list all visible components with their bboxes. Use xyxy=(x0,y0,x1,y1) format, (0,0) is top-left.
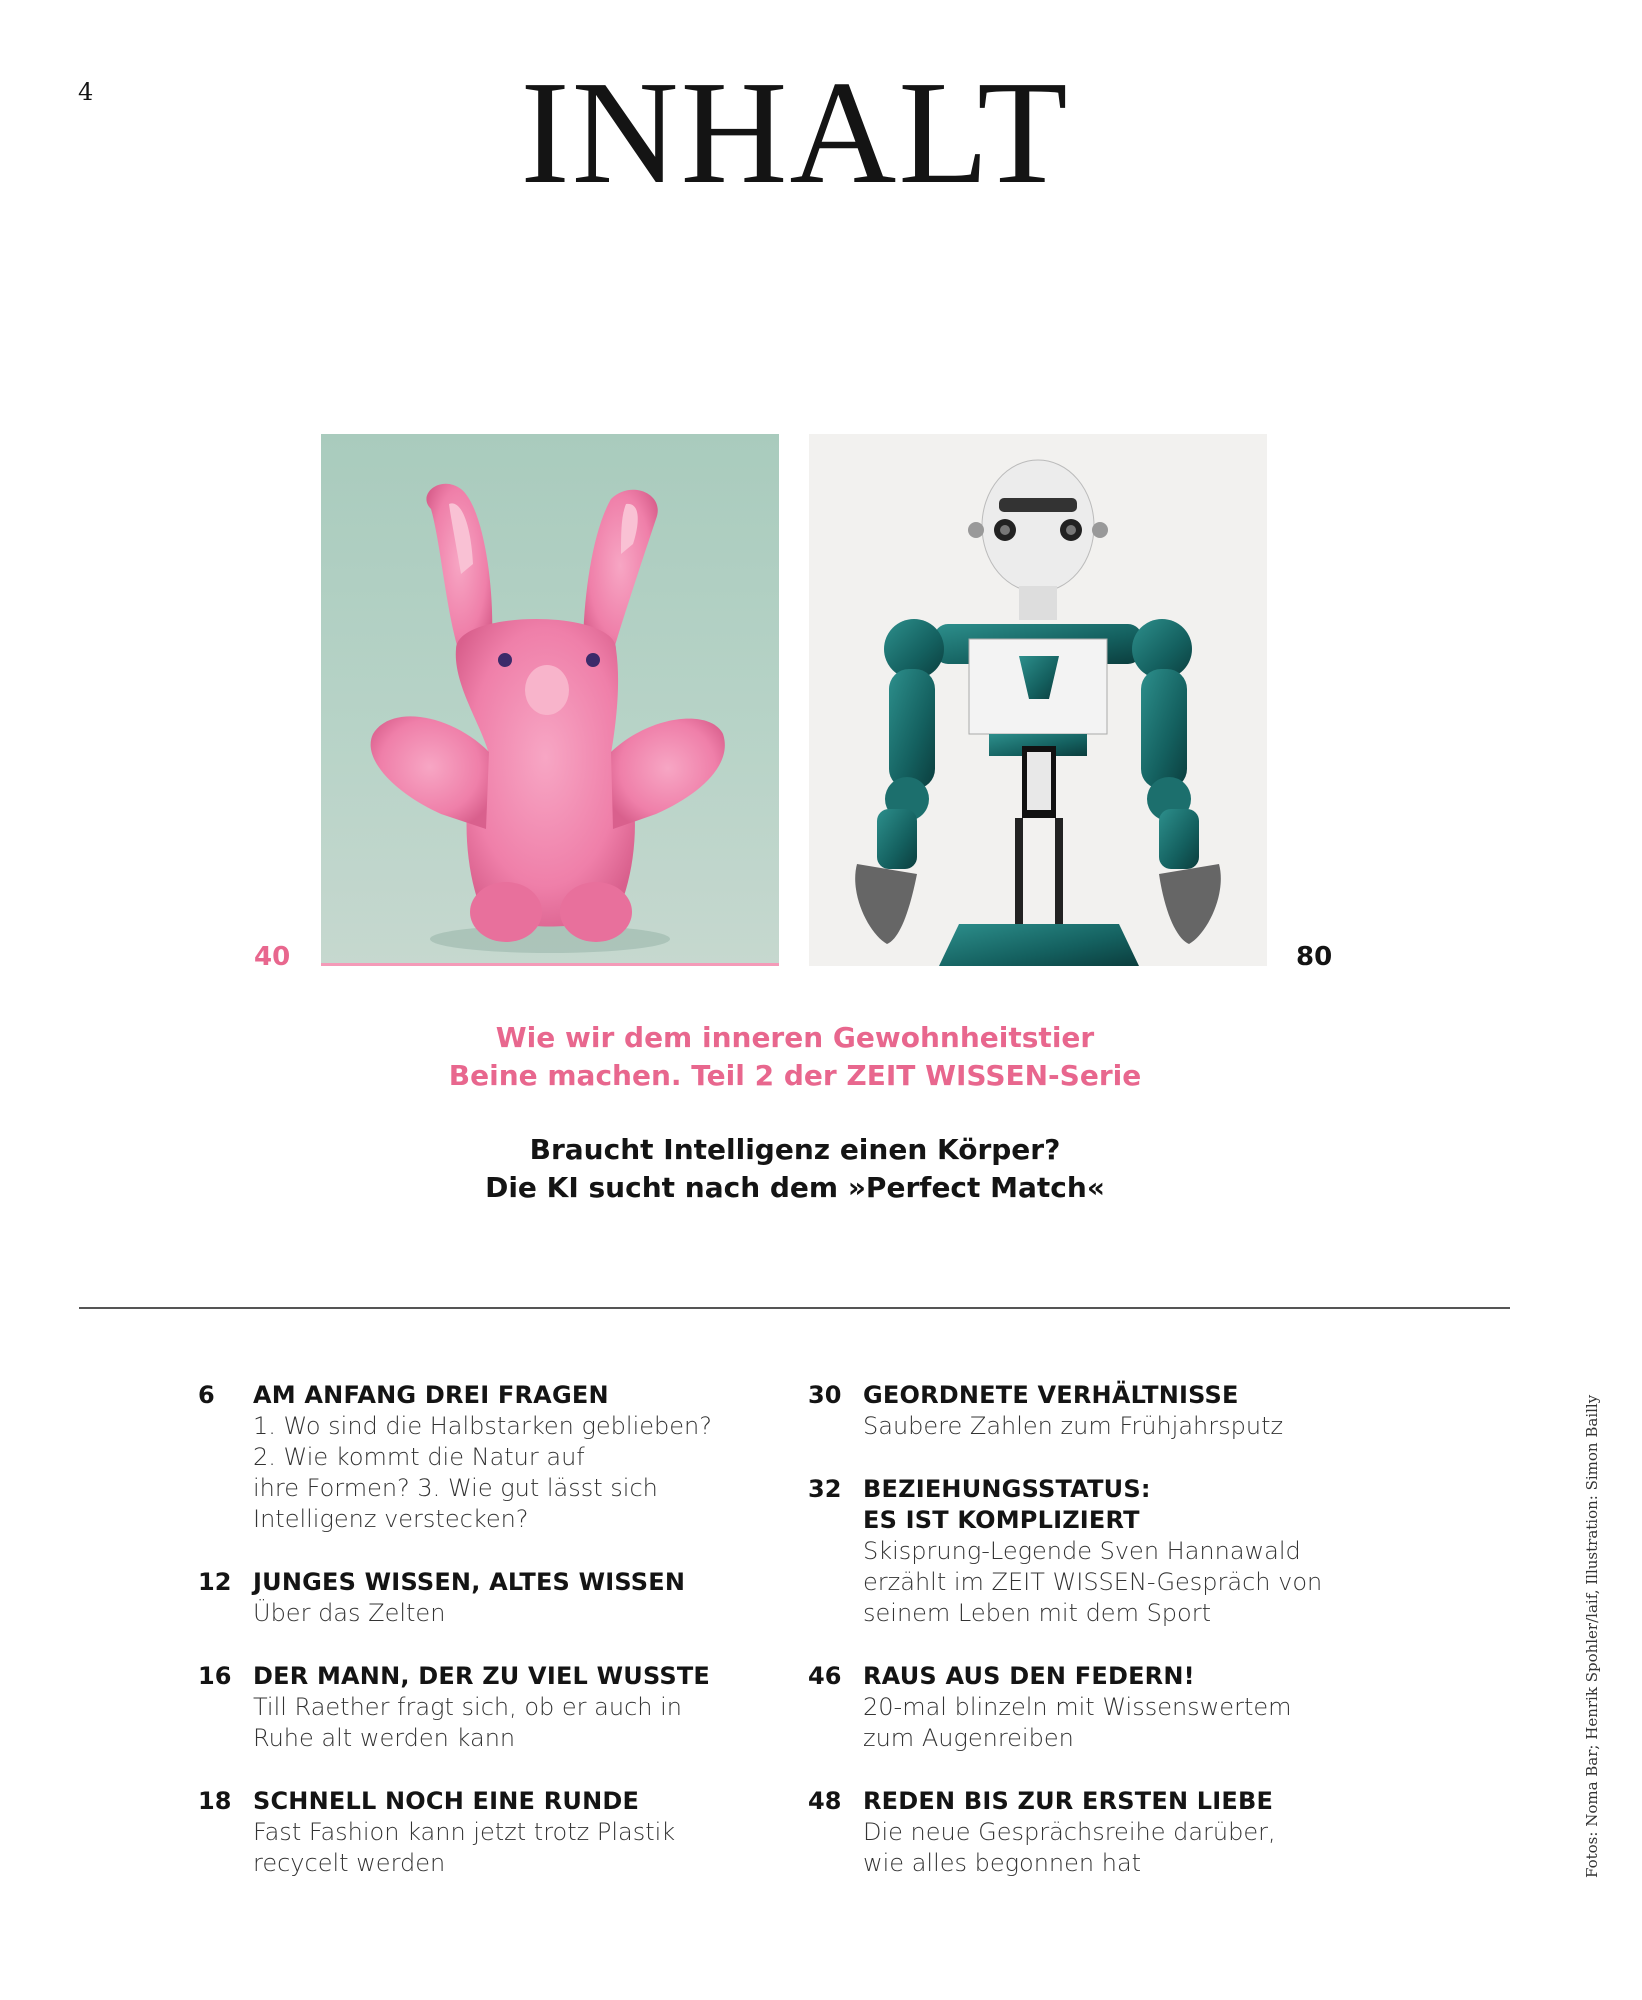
toc-page-number: 18 xyxy=(198,1787,232,1815)
toc-description-line: Die neue Gesprächsreihe darüber, xyxy=(863,1818,1276,1846)
toc-description-line: Fast Fashion kann jetzt trotz Plastik xyxy=(253,1818,676,1846)
toc-description-line: Till Raether fragt sich, ob er auch in xyxy=(253,1693,682,1721)
toc-description-line: 2. Wie kommt die Natur auf xyxy=(253,1443,585,1471)
toc-heading-line2: ES IST KOMPLIZIERT xyxy=(863,1506,1140,1534)
toc-heading: RAUS AUS DEN FEDERN! xyxy=(863,1662,1195,1690)
toc-heading: SCHNELL NOCH EINE RUNDE xyxy=(253,1787,640,1815)
toc-description-line: recycelt werden xyxy=(253,1849,446,1877)
toc-description-line: 1. Wo sind die Halbstarken geblieben? xyxy=(253,1412,712,1440)
toc-page-number: 12 xyxy=(198,1568,232,1596)
toc-entry[interactable] xyxy=(808,1474,1368,1629)
toc-description-line: 20-mal blinzeln mit Wissenswertem xyxy=(863,1693,1292,1721)
toc-description-line: Intelligenz verstecken? xyxy=(253,1505,529,1533)
toc-page-number: 46 xyxy=(808,1662,842,1690)
page-title: INHALT xyxy=(520,51,1070,215)
toc-page-number: 30 xyxy=(808,1381,842,1409)
teaser-habits-line2: Beine machen. Teil 2 der ZEIT WISSEN-Serie xyxy=(448,1059,1142,1092)
teaser-ai xyxy=(0,1131,1590,1207)
toc-heading: JUNGES WISSEN, ALTES WISSEN xyxy=(253,1568,686,1596)
teaser-habits xyxy=(0,1019,1590,1095)
page-number: 4 xyxy=(78,78,94,106)
toc-description-line: Skisprung-Legende Sven Hannawald xyxy=(863,1537,1301,1565)
teaser-ai-line1: Braucht Intelligenz einen Körper? xyxy=(529,1133,1061,1166)
photo-underline xyxy=(321,963,779,966)
toc-page-number: 48 xyxy=(808,1787,842,1815)
toc-entry[interactable] xyxy=(198,1567,758,1629)
bunny-photo xyxy=(321,434,779,966)
toc-description-line: Ruhe alt werden kann xyxy=(253,1724,516,1752)
toc-description-line: zum Augenreiben xyxy=(863,1724,1074,1752)
toc-description-line: wie alles begonnen hat xyxy=(863,1849,1142,1877)
page-ref-bunny[interactable]: 40 xyxy=(254,942,291,972)
toc-description-line: erzählt im ZEIT WISSEN-Gespräch von xyxy=(863,1568,1323,1596)
toc-description-line: Saubere Zahlen zum Frühjahrsputz xyxy=(863,1412,1284,1440)
teaser-habits-line1: Wie wir dem inneren Gewohnheitstier xyxy=(495,1021,1095,1054)
toc-entry[interactable] xyxy=(808,1380,1368,1442)
toc-heading: GEORDNETE VERHÄLTNISSE xyxy=(863,1381,1239,1409)
page-ref-robot[interactable]: 80 xyxy=(1296,942,1333,972)
toc-description-line: ihre Formen? 3. Wie gut lässt sich xyxy=(253,1474,658,1502)
pink-bunny-illustration xyxy=(321,434,779,966)
toc-column-left xyxy=(198,1380,758,1911)
toc-page-number: 6 xyxy=(198,1381,215,1409)
toc-entry[interactable] xyxy=(198,1661,758,1754)
divider xyxy=(79,1307,1510,1309)
teaser-ai-line2: Die KI sucht nach dem »Perfect Match« xyxy=(485,1171,1105,1204)
toc-heading: REDEN BIS ZUR ERSTEN LIEBE xyxy=(863,1787,1274,1815)
toc-heading: DER MANN, DER ZU VIEL WUSSTE xyxy=(253,1662,711,1690)
toc-description-line: Über das Zelten xyxy=(253,1599,446,1627)
toc-description-line: seinem Leben mit dem Sport xyxy=(863,1599,1211,1627)
photo-credit: Fotos: Noma Bar; Henrik Spohler/laif, Illustration: Simon Bailly xyxy=(1583,1394,1601,1878)
toc-entry[interactable] xyxy=(808,1661,1368,1754)
toc-entry[interactable] xyxy=(198,1380,758,1535)
toc-page-number: 32 xyxy=(808,1475,842,1503)
robot-photo xyxy=(809,434,1267,966)
toc-entry[interactable] xyxy=(808,1786,1368,1879)
toc-page-number: 16 xyxy=(198,1662,232,1690)
toc-entry[interactable] xyxy=(198,1786,758,1879)
toc-column-right xyxy=(808,1380,1368,1911)
robot-illustration xyxy=(809,434,1267,966)
toc-heading: BEZIEHUNGSSTATUS: xyxy=(863,1475,1151,1503)
toc-heading: AM ANFANG DREI FRAGEN xyxy=(253,1381,609,1409)
